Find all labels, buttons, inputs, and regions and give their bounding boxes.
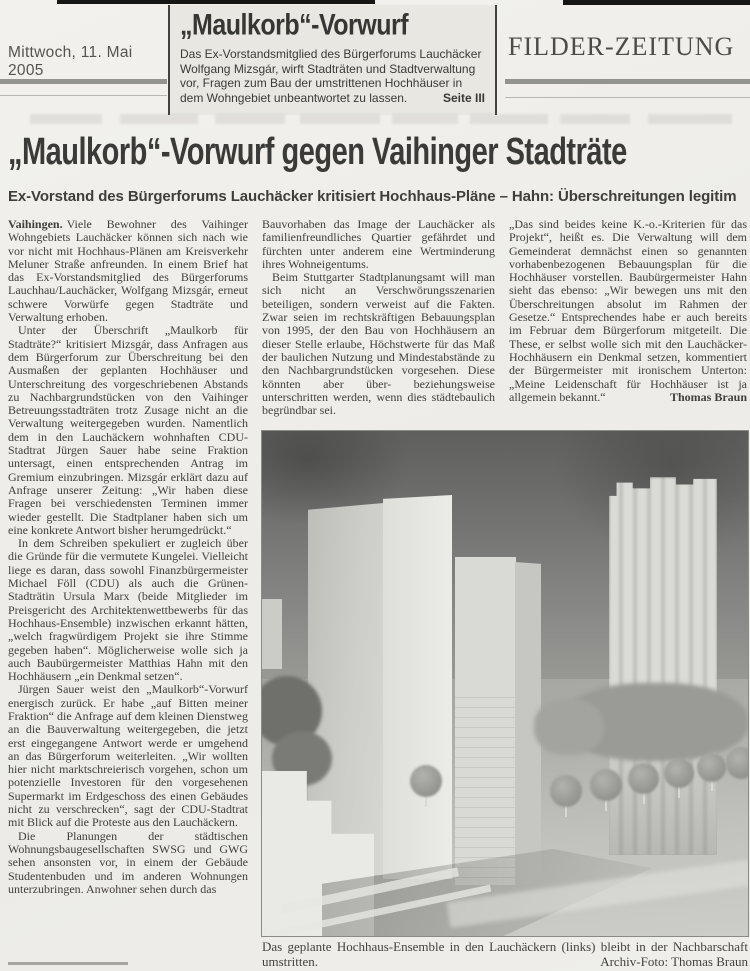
paragraph: Bauvorhaben das Image der Lauchäcker als familienfreundliches Quartier gefährdet und fürchten unter anderem eine Wertminderung ihres Wohneigentums. xyxy=(262,218,495,271)
photo-caption xyxy=(262,939,748,969)
bleed-through-ghost xyxy=(300,114,380,124)
paragraph xyxy=(509,218,747,404)
bleed-through-ghost xyxy=(392,114,458,124)
model-building-edge xyxy=(262,599,282,669)
model-hedge xyxy=(534,699,604,755)
article-subheadline: Ex-Vorstand des Bürgerforums Lauchäcker kritisiert Hochhaus-Pläne – Hahn: Überschreitungen legitim xyxy=(8,188,737,205)
header-rule-right xyxy=(505,79,750,84)
header-rule-right-thin xyxy=(505,97,750,98)
model-photo xyxy=(262,431,748,936)
header-rule-left-thin xyxy=(0,95,167,96)
paragraph: Die Planungen der städtischen Wohnungsbaugesellschaften SWSG und GWG sehen ansonsten vor, in einem der Gebäude Studentenbuden und im anderen Wohnungen unterzubringen. Anwohner sehen durch das xyxy=(8,828,248,896)
header-rule-left xyxy=(0,79,167,84)
teaser-title: „Maulkorb“-Vorwurf xyxy=(180,8,409,42)
teaser-text xyxy=(180,47,485,105)
bleed-through-ghost xyxy=(215,114,285,124)
neighboring-tower-shade xyxy=(609,477,717,855)
article-column-1 xyxy=(8,218,248,964)
scan-edge-bar xyxy=(563,0,750,5)
bleed-through-ghost xyxy=(120,114,198,124)
floor-lines xyxy=(455,688,516,885)
issue-date: Mittwoch, 11. Mai 2005 xyxy=(8,44,133,79)
caption-text: Das geplante Hochhaus-Ensemble in den Lauchäckern (links) bleibt in der Nachbarschaft umstritten. xyxy=(262,939,748,969)
teaser-body: Das Ex-Vorstandsmitglied des Bürgerforums Lauchäcker Wolfgang Mizsgár, wirft Stadträten und Stadtverwaltung vor, Fragen zum Bau der umstrittenen Hochhäuser in dem Wohngebiet unbeantwortet zu lassen. xyxy=(180,47,482,105)
model-highrise-slab-front xyxy=(383,495,452,879)
front-page-teaser-box xyxy=(168,5,497,115)
model-tree xyxy=(628,763,659,794)
paragraph-text: „Das sind beides keine K.-o.-Kriterien für das Projekt“, heißt es. Die Verwaltung will dem Gemeinderat demnächst einen so genannten vorhabenbezogenen Bebauungsplan für die Hochhäuser vorstellen. Baubürgermeister Hahn sieht das ebenso: „Wir bewegen uns mit den Überschreitungen absolut im Rahmen der Gesetze.“ Entsprechendes habe er auch bereits im Februar dem Bürgerforum mitgeteilt. Die These, er selbst wolle sich mit den Lauchäcker-Hochhäusern ein Denkmal setzen, kommentiert der Bürgermeister mit ironischem Unterton: „Meine Leidenschaft für Hochhäuser ist ja allgemein bekannt.“ xyxy=(509,218,747,404)
model-highrise-short xyxy=(455,557,516,885)
paragraph: Beim Stuttgarter Stadtplanungsamt will man sich nicht an Verschwörungsszenarien beteiligen, sondern verweist auf die Fakten. Zwar seien im rechtskräftigen Bebauungsplan von 1995, der den Bau von Hochhäusern an dieser Stelle erlaube, Höchstwerte für das Maß der baulichen Nutzung und Mindestabstände zu den Nachbargrundstücken vorgesehen. Diese könnten aber über- beziehungsweise unterschritten werden, wenn dies städtebaulich begründbar sei. xyxy=(262,270,495,418)
model-tree xyxy=(550,775,582,807)
model-tree xyxy=(590,769,622,801)
author-byline: Thomas Braun xyxy=(669,389,747,404)
model-tree xyxy=(410,765,442,797)
bleed-through-ghost xyxy=(560,114,630,124)
model-tree xyxy=(726,747,748,779)
bleed-through-ghost xyxy=(648,114,732,124)
model-tree xyxy=(697,753,726,782)
paragraph: Jürgen Sauer weist den „Maulkorb“-Vorwurf energisch zurück. Er habe „auf Bitten meiner Fraktion“ die Anfrage auf dem kleinen Dienstweg an die Bauverwaltung weitergegeben, die jetzt erst eingegangene Antwort werde er umgehend an das Bürgerforum weiterleiten. „Wir wollten hier nicht marktschreierisch vorgehen, schon um potenzielle Investoren für den vorgesehenen Supermarkt im Erdgeschoss des einen Gebäudes nicht zu verschrecken“, sagt der CDU-Stadtrat mit Blick auf die Proteste aus den Lauchäckern. xyxy=(8,682,248,830)
bleed-through-ghost xyxy=(470,114,548,124)
paragraph: Unter der Überschrift „Maulkorb für Stadträte?“ kritisiert Mizsgár, dass Anfragen aus dem Bürgerforum zur Überschreitung bei den Ausmaßen der geplanten Hochhäuser und Unterschreitung des vorgeschriebenen Abstands zu Nachbargrundstücken von den Vaihinger Betreuungsstadträten trotz Zusage nicht an die Verwaltung weitergegeben wurden. Namentlich dem in den Lauchäckern wohnhaften CDU-Stadtrat Jürgen Sauer habe seine Fraktion untersagt, einen entsprechenden Antrag im Gremium einzubringen. Mizsgár erklärt dazu auf Anfrage unserer Zeitung: „Wir haben diese Fragen bei verschiedensten Terminen immer wieder gestellt. Die Stadtplaner haben sich um eine konkrete Antwort bisher herumgedrückt.“ xyxy=(8,323,248,537)
photo-credit: Archiv-Foto: Thomas Braun xyxy=(600,954,748,969)
paragraph xyxy=(8,218,248,324)
article-column-3 xyxy=(509,218,747,428)
page-reference: Seite III xyxy=(442,90,485,105)
paragraph: In dem Schreiben spekuliert er zugleich über die Gründe für die vermutete Kungelei. Vielleicht liege es daran, dass sowohl Finanzbürgermeister Michael Föll (CDU) als auch die Grünen-Stadträtin Ursula Marx (beide Mitglieder im Preisgericht des Architektenwettbewerbs für das Hochhaus-Ensemble) inzwischen erkannt hätten, „welch fragwürdigem Projekt sie ihre Stimme gegeben haben“. Möglicherweise wolle sich ja auch Baubürgermeister Matthias Hahn mit den Hochhäusern „ein Denkmal setzen“. xyxy=(8,536,248,684)
article-headline: „Maulkorb“-Vorwurf gegen Vaihinger Stadträte xyxy=(8,131,627,174)
bleed-through-ghost xyxy=(30,114,102,124)
clipping-edge-line xyxy=(8,962,128,965)
dateline: Vaihingen. xyxy=(8,218,63,231)
masthead: FILDER-ZEITUNG xyxy=(508,32,735,61)
paragraph-text: Viele Bewohner des Vaihinger Wohngebiets Lauchäcker können sich nach wie vor nicht mit Hochhaus-Plänen am Kreisverkehr Meluner Straße anfreunden. In einem Brief hat das Ex-Vorstandsmitglied des Bürgerforums Lauchhau/Lauchäcker, Wolfgang Mizsgár, erneut schwere Vorwürfe gegen Stadträte und Verwaltung erhoben. xyxy=(8,218,248,325)
article-column-2 xyxy=(262,218,495,428)
model-tree xyxy=(664,758,694,788)
scan-edge-bar xyxy=(57,0,375,4)
